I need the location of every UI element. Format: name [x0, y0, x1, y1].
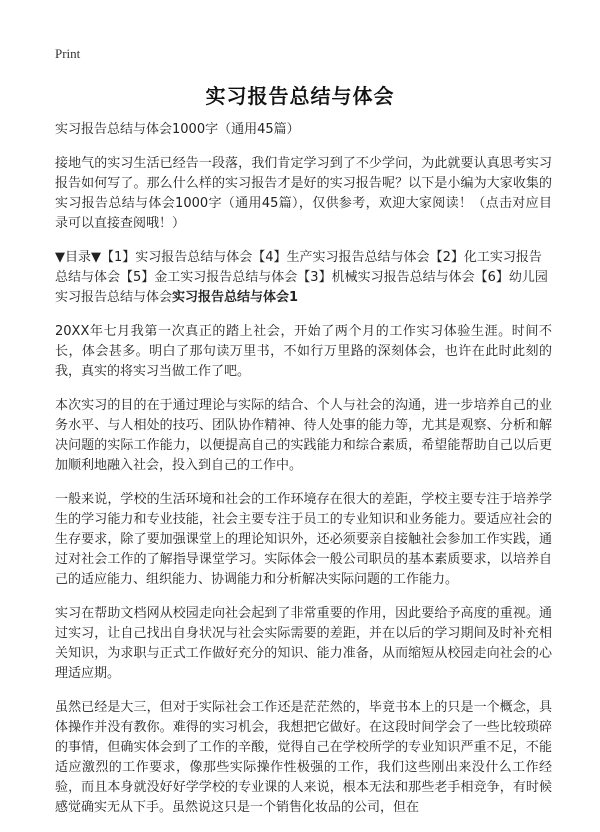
toc-item-6[interactable]: 【6】幼儿园实习报告总结与体会: [55, 270, 548, 305]
toc-item-2[interactable]: 【2】化工实习报告总结与体会: [55, 250, 542, 285]
body-paragraph-4: 实习在帮助文档网从校园走向社会起到了非常重要的作用，因此要给予高度的重视。通过实习，让自己找出自身状况与社会实际需要的差距，并在以后的学习期间及时补充相关知识，为求职与正式工作做好充分的知识、能力准备，从而缩短从校园走向社会的心理适应期。: [55, 606, 552, 681]
page-title: 实习报告总结与体会: [205, 84, 395, 108]
article-subtitle: 实习报告总结与体会1000字（通用45篇）: [55, 122, 300, 137]
intro-paragraph: 接地气的实习生活已经告一段落，我们肯定学习到了不少学问，为此就要认真思考实习报告如何写了。那么什么样的实习报告才是好的实习报告呢？以下是小编为大家收集的实习报告总结与体会1000字（通用45篇），仅供参考，欢迎大家阅读！（点击对应目录可以直接查阅哦！）: [55, 156, 552, 231]
body-paragraph-1: 20XX年七月我第一次真正的踏上社会，开始了两个月的工作实习体验生涯。时间不长，体会甚多。明白了那句读万里书，不如行万里路的深刻体会，也许在此时此刻的我，真实的将实习当做工作了吧。: [55, 324, 552, 379]
body-paragraph-5: 虽然已经是大三，但对于实际社会工作还是茫茫然的，毕竟书本上的只是一个概念，具体操作并没有教你。难得的实习机会，我想把它做好。在这段时间学会了一些比较琐碎的事情，但确实体会到了工作的辛酸，觉得自己在学校所学的专业知识严重不足，不能适应激烈的工作要求，像那些实际操作性极强的工作，我们这些刚出来没什么工作经验，而且本身就没好好学学校的专业课的人来说，根本无法和那些老手相竞争，有时候感觉确实无从下手。虽然说这只是一个销售化妆品的公司，但在: [55, 700, 552, 815]
toc-item-5[interactable]: 【5】金工实习报告总结与体会: [120, 270, 298, 285]
toc-current-section: 实习报告总结与体会1: [172, 290, 299, 305]
toc-prefix: ▼目录▼: [55, 250, 101, 265]
toc-item-1[interactable]: 【1】实习报告总结与体会: [101, 250, 253, 265]
body-paragraph-3: 一般来说，学校的生活环境和社会的工作环境存在很大的差距，学校主要专注于培养学生的学习能力和专业技能，社会主要专注于员工的专业知识和业务能力。要适应社会的生存要求，除了要加强课堂上的理论知识外，还必须要亲自接触社会参加工作实践，通过对社会工作的了解指导课堂学习。实际体会一般公司职员的基本素质要求，以培养自己的适应能力、组织能力、协调能力和分析解决实际问题的工作能力。: [55, 492, 552, 587]
toc-item-4[interactable]: 【4】生产实习报告总结与体会: [252, 250, 430, 265]
article-body: [55, 120, 552, 832]
table-of-contents: [55, 248, 552, 308]
body-paragraph-2: 本次实习的目的在于通过理论与实际的结合、个人与社会的沟通，进一步培养自己的业务水平、与人相处的技巧、团队协作精神、待人处事的能力等，尤其是观察、分析和解决问题的实际工作能力，以便提高自己的实践能力和综合素质，希望能帮助自己以后更加顺利地融入社会，投入到自己的工作中。: [55, 398, 552, 473]
print-link[interactable]: Print: [55, 46, 81, 61]
toc-item-3[interactable]: 【3】机械实习报告总结与体会: [297, 270, 475, 285]
